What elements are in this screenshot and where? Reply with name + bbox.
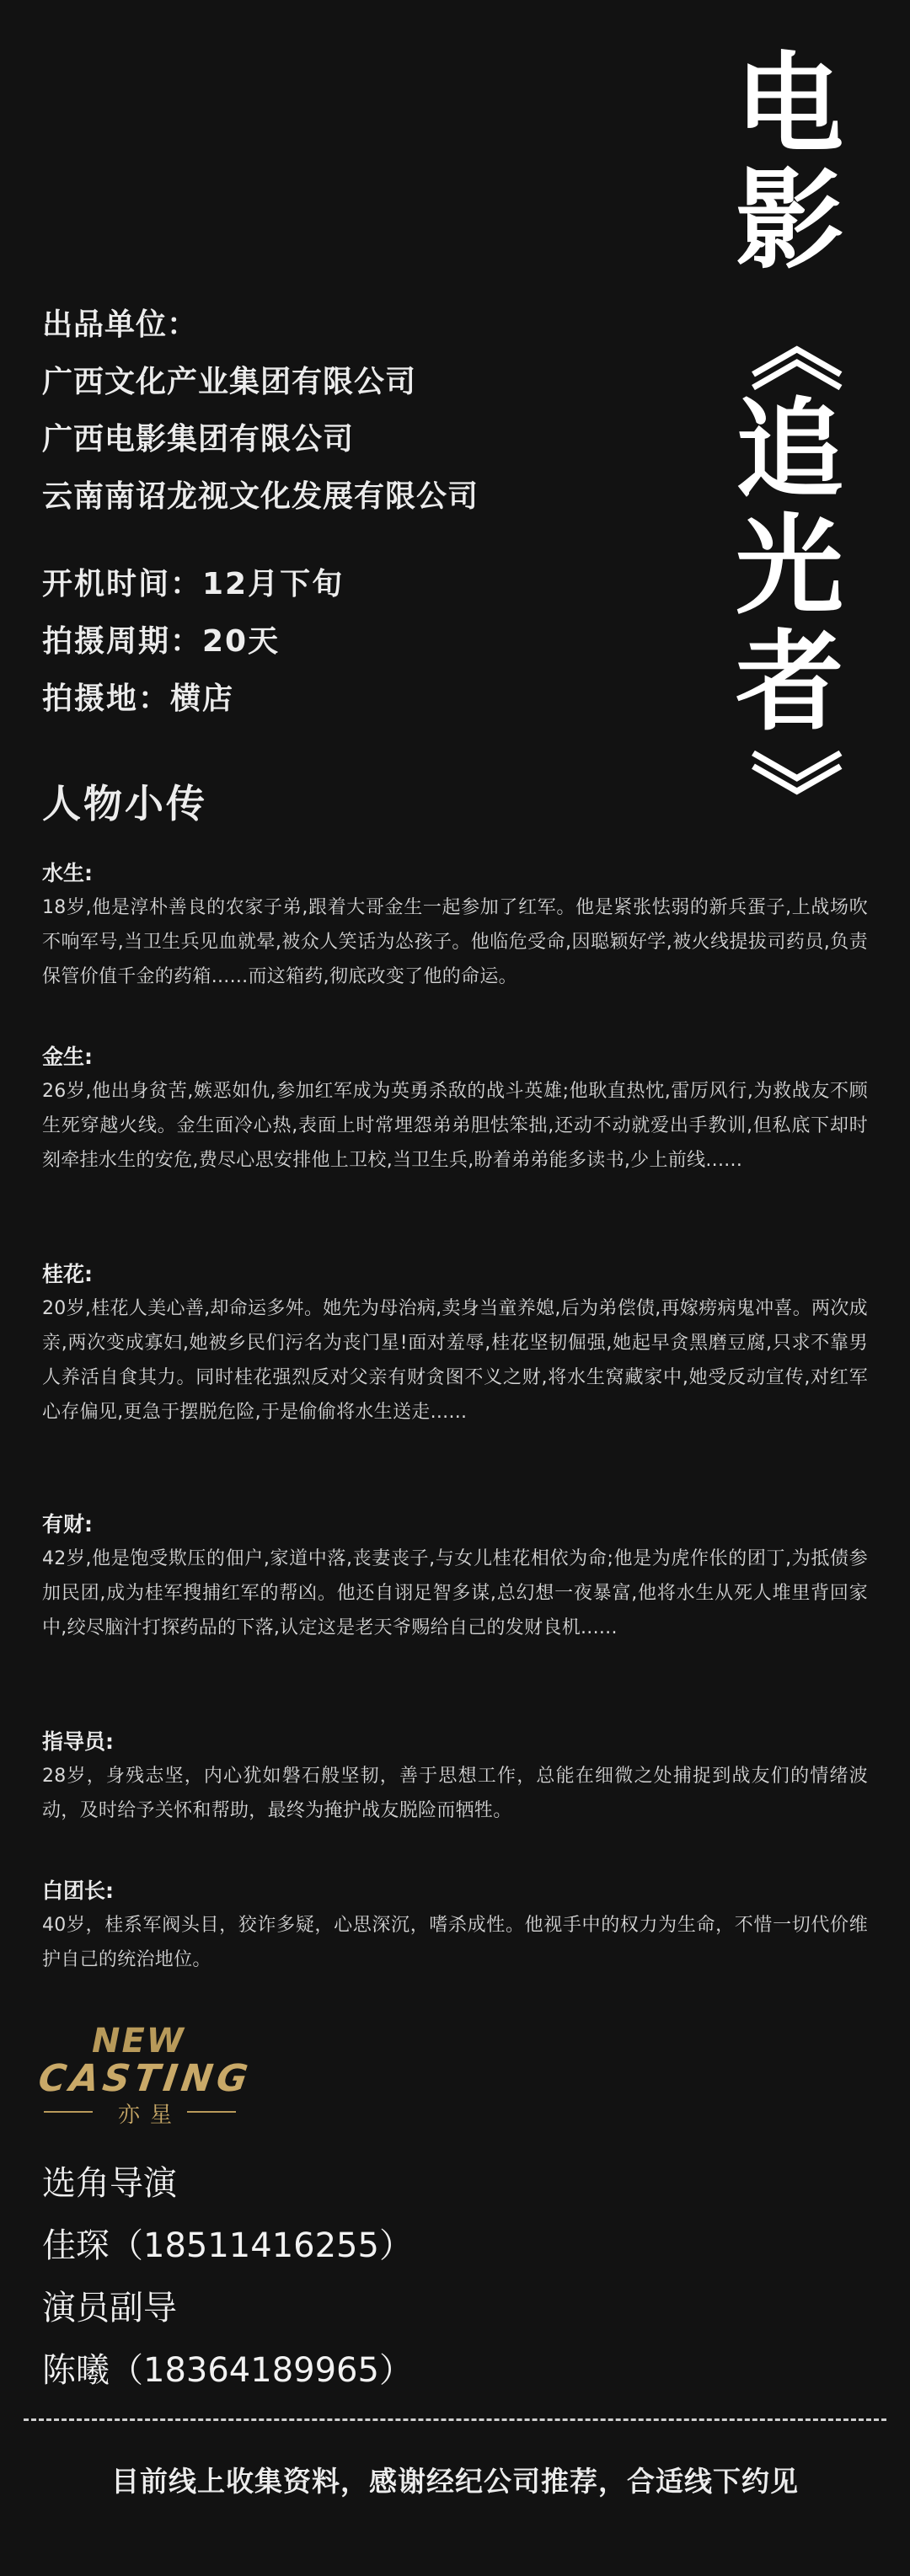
shooting-period: 拍摄周期：20天: [42, 624, 281, 659]
assistant-director-contact: 陈曦（18364189965）: [42, 2351, 413, 2390]
shooting-info: [42, 556, 344, 728]
producer-label: 出品单位：: [42, 307, 199, 342]
character-name: 桂花:: [42, 1262, 93, 1286]
logo-rule-right: [187, 2111, 236, 2113]
start-time: 开机时间：12月下旬: [42, 567, 345, 601]
title-name-char-2: 光: [735, 503, 843, 629]
character-name: 指导员:: [42, 1729, 114, 1754]
producer-company: 广西文化产业集团有限公司: [42, 365, 417, 399]
character-bio: 18岁,他是淳朴善良的农家子弟,跟着大哥金生一起参加了红军。他是紧张怯弱的新兵蛋子,上战场吹不响军号,当卫生兵见血就晕,被众人笑话为怂孩子。他临危受命,因聪颖好学,被火线提拔司药员,负责保管价值千金的药箱......而这箱药,彻底改变了他的命运。: [42, 897, 868, 987]
character-name: 有财:: [42, 1512, 93, 1537]
dashed-divider: [24, 2418, 886, 2421]
logo-rule-left: [44, 2111, 93, 2113]
character-block: [42, 857, 868, 994]
character-name: 金生:: [42, 1045, 93, 1069]
producer-company: 云南南诏龙视文化发展有限公司: [42, 479, 479, 514]
character-block: [42, 1258, 868, 1430]
character-name: 水生:: [42, 861, 93, 885]
character-block: [42, 1874, 868, 1977]
footer-note: 目前线上收集资料，感谢经纪公司推荐，合适线下约见: [111, 2465, 799, 2498]
producer-block: [42, 297, 682, 526]
characters-heading: 人物小传: [42, 781, 207, 826]
contacts-block: [42, 2152, 413, 2402]
title-char-2: 影: [735, 158, 843, 284]
character-bio: 40岁，桂系军阀头目，狡诈多疑，心思深沉，嗜杀成性。他视手中的权力为生命，不惜一切代价维护自己的统治地位。: [42, 1915, 868, 1970]
film-title-vertical: [718, 41, 861, 846]
logo-text-casting: CASTING: [35, 2057, 254, 2100]
shooting-location: 拍摄地：横店: [42, 681, 235, 716]
title-open-bracket: 《: [740, 299, 848, 392]
title-close-bracket: 》: [740, 749, 848, 842]
logo-text-yixing: 亦星: [118, 2103, 183, 2128]
character-block: [42, 1040, 868, 1178]
character-bio: 28岁，身残志坚，内心犹如磐石般坚韧，善于思想工作，总能在细微之处捕捉到战友们的情绪波动，及时给予关怀和帮助，最终为掩护战友脱险而牺牲。: [42, 1766, 868, 1821]
character-name: 白团长:: [42, 1879, 114, 1903]
character-bio: 26岁,他出身贫苦,嫉恶如仇,参加红军成为英勇杀敌的战斗英雄;他耿直热忱,雷厉风行,为救战友不顾生死穿越火线。金生面冷心热,表面上时常埋怨弟弟胆怯笨拙,还动不动就爱出手教训,但私底下却时刻牵挂水生的安危,费尽心思安排他上卫校,当卫生兵,盼着弟弟能多读书,少上前线......: [42, 1081, 868, 1171]
casting-director-contact: 佳琛（18511416255）: [42, 2226, 413, 2265]
title-name-char-1: 追: [735, 387, 843, 513]
character-block: [42, 1508, 868, 1645]
producer-company: 广西电影集团有限公司: [42, 422, 355, 457]
character-block: [42, 1725, 868, 1828]
assistant-director-label: 演员副导: [42, 2289, 177, 2327]
title-name-char-3: 者: [735, 619, 843, 746]
title-char-1: 电: [735, 41, 843, 168]
logo-text-new: NEW: [92, 2022, 185, 2060]
character-bio: 42岁,他是饱受欺压的佃户,家道中落,丧妻丧子,与女儿桂花相依为命;他是为虎作伥的团丁,为抵债参加民团,成为桂军搜捕红军的帮凶。他还自诩足智多谋,总幻想一夜暴富,他将水生从死人堆里背回家中,绞尽脑汁打探药品的下落,认定这是老天爷赐给自己的发财良机......: [42, 1548, 868, 1638]
character-bio: 20岁,桂花人美心善,却命运多舛。她先为母治病,卖身当童养媳,后为弟偿债,再嫁痨病鬼冲喜。两次成亲,两次变成寡妇,她被乡民们污名为丧门星!面对羞辱,桂花坚韧倔强,她起早贪黑磨豆腐,只求不靠男人养活自食其力。同时桂花强烈反对父亲有财贪图不义之财,将水生窝藏家中,她受反动宣传,对红军心存偏见,更急于摆脱危险,于是偷偷将水生送走......: [42, 1298, 868, 1423]
casting-director-label: 选角导演: [42, 2164, 177, 2203]
new-casting-logo: [35, 2022, 254, 2128]
